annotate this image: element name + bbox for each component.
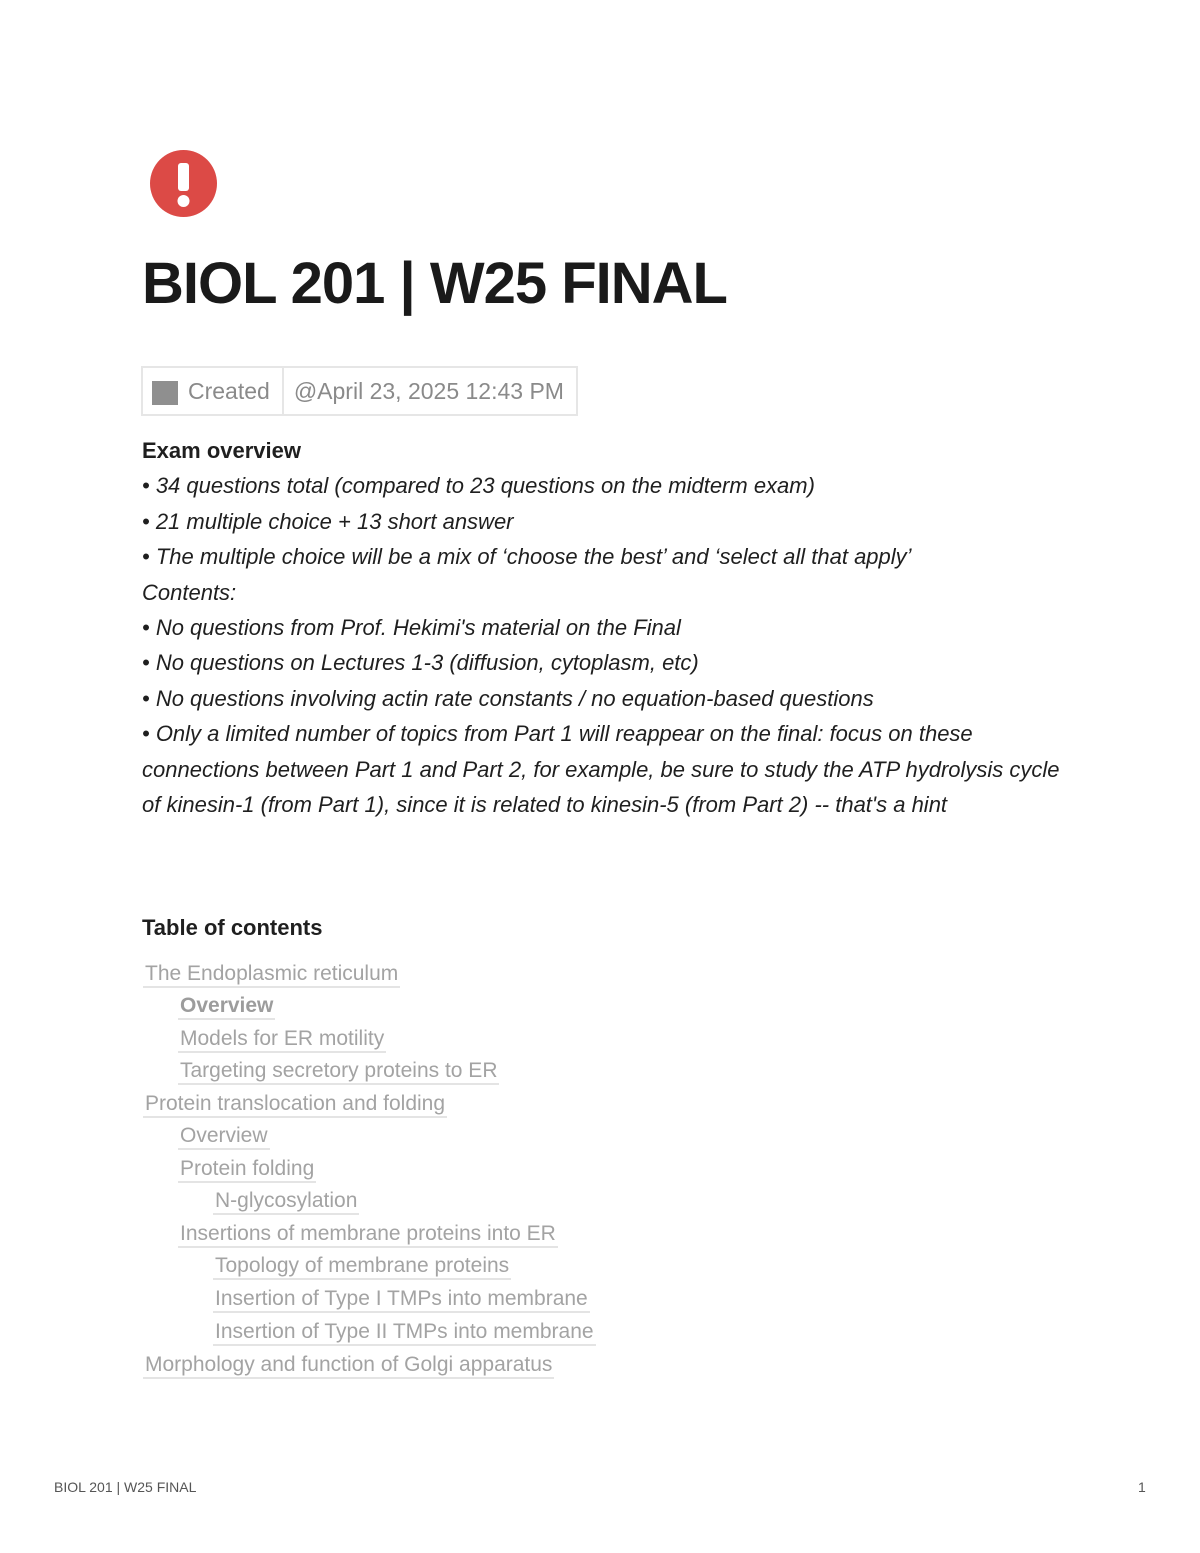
toc-item (178, 1220, 558, 1253)
toc-item (143, 1090, 447, 1123)
toc-heading: Table of contents (142, 915, 323, 940)
overview-line: • No questions on Lectures 1-3 (diffusion, cytoplasm, etc) (142, 650, 699, 676)
toc-item (178, 992, 275, 1025)
overview-line: Contents: (142, 579, 237, 605)
overview-line: • 34 questions total (compared to 23 questions on the midterm exam) (142, 473, 815, 499)
toc-item (178, 1057, 499, 1090)
toc-link-er-overview[interactable]: Overview (178, 994, 275, 1020)
property-label: Created (188, 377, 270, 404)
toc-link-n-glycosylation[interactable]: N-glycosylation (213, 1189, 359, 1215)
toc-item (178, 1122, 270, 1155)
toc-link-golgi[interactable]: Morphology and function of Golgi apparatus (143, 1353, 554, 1379)
toc-item (178, 1025, 386, 1058)
toc-item (213, 1252, 511, 1285)
toc-link-targeting-secretory[interactable]: Targeting secretory proteins to ER (178, 1059, 499, 1085)
toc-link-topology[interactable]: Topology of membrane proteins (213, 1254, 511, 1280)
overview-line: • 21 multiple choice + 13 short answer (142, 508, 514, 534)
toc-link-protein-folding[interactable]: Protein folding (178, 1157, 316, 1183)
overview-line: • The multiple choice will be a mix of ‘choose the best’ and ‘select all that apply’ (142, 544, 912, 570)
footer-page-number: 1 (1138, 1479, 1146, 1495)
page-title: BIOL 201 | W25 FINAL (142, 251, 727, 316)
toc-item (143, 1351, 554, 1384)
overview-line: • Only a limited number of topics from Part 1 will reappear on the final: focus on these connections between Part 1 and Part 2, for example, be sure to study the ATP hydrolysis cycle of kinesin-1 (from Part 1), since it is related to kinesin-5 (from Part 2) -- that's a hint (142, 721, 1060, 818)
overview-heading: Exam overview (142, 438, 301, 463)
toc-item (213, 1187, 359, 1220)
toc-item (213, 1285, 590, 1318)
footer-doc-title: BIOL 201 | W25 FINAL (54, 1479, 197, 1495)
toc-item (178, 1155, 316, 1188)
toc-link-protein-translocation[interactable]: Protein translocation and folding (143, 1092, 447, 1118)
toc-item (143, 960, 400, 993)
property-name[interactable] (143, 368, 284, 414)
toc-link-endoplasmic-reticulum[interactable]: The Endoplasmic reticulum (143, 962, 400, 988)
exclamation-circle-icon (150, 150, 217, 217)
calendar-icon (152, 381, 178, 405)
overview-line: • No questions from Prof. Hekimi's material on the Final (142, 615, 681, 641)
toc-item (213, 1318, 596, 1351)
toc-link-translocation-overview[interactable]: Overview (178, 1124, 270, 1150)
overview-line: • No questions involving actin rate constants / no equation-based questions (142, 685, 874, 711)
toc-link-er-motility[interactable]: Models for ER motility (178, 1027, 386, 1053)
property-value[interactable]: @April 23, 2025 12:43 PM (293, 377, 564, 404)
toc-link-type-ii-tmps[interactable]: Insertion of Type II TMPs into membrane (213, 1320, 596, 1346)
toc-link-membrane-insertions[interactable]: Insertions of membrane proteins into ER (178, 1222, 558, 1248)
toc-link-type-i-tmps[interactable]: Insertion of Type I TMPs into membrane (213, 1287, 590, 1313)
property-created (141, 366, 578, 416)
exam-overview (142, 433, 1072, 822)
